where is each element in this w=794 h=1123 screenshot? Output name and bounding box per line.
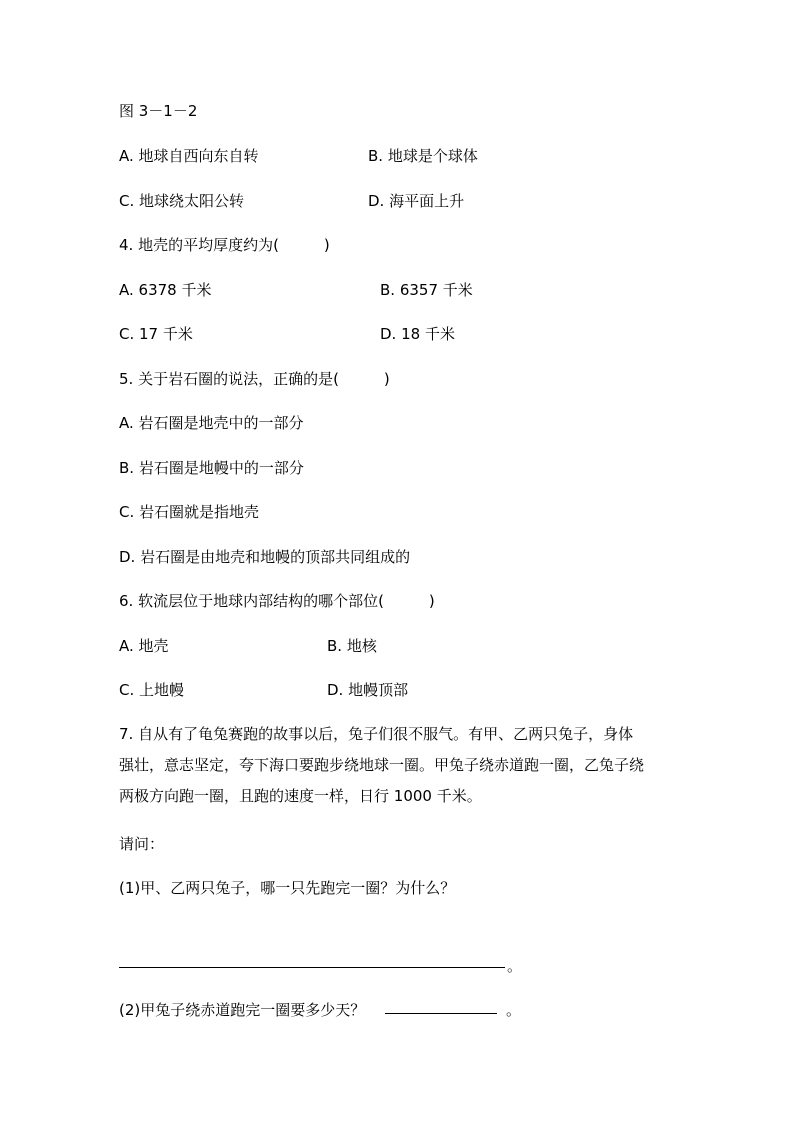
q6-option-c: C. 上地幔: [119, 681, 185, 699]
q6-option-b: B. 地核: [327, 637, 377, 655]
q5-option-a: A. 岩石圈是地壳中的一部分: [119, 414, 304, 432]
q7-line-2: 强壮，意志坚定，夸下海口要跑步绕地球一圈。甲兔子绕赤道跑一圈，乙兔子绕: [119, 756, 645, 774]
q4-option-d: D. 18 千米: [380, 325, 455, 343]
q7-answer-line-1[interactable]: [119, 967, 505, 968]
q6-option-d: D. 地幔顶部: [327, 681, 409, 699]
figure-caption: 图 3－1－2: [119, 102, 198, 120]
q7-ask: 请问：: [119, 835, 165, 853]
q7-line-3: 两极方向跑一圈，且跑的速度一样，日行 1000 千米。: [119, 787, 482, 805]
q3-option-a: A. 地球自西向东自转: [119, 147, 259, 165]
q4-stem: 4. 地壳的平均厚度约为( ): [119, 236, 330, 254]
q4-option-b: B. 6357 千米: [380, 281, 473, 299]
q5-option-c: C. 岩石圈就是指地壳: [119, 503, 260, 521]
q7-sub-question-2: (2)甲兔子绕赤道跑完一圈要多少天？: [119, 1001, 366, 1019]
q7-paragraph: [119, 719, 679, 812]
q3-option-d: D. 海平面上升: [368, 192, 465, 210]
q3-option-c: C. 地球绕太阳公转: [119, 192, 245, 210]
q6-option-a: A. 地壳: [119, 637, 169, 655]
q7-line-1: 7. 自从有了龟兔赛跑的故事以后，兔子们很不服气。有甲、乙两只兔子，身体: [119, 725, 634, 743]
q7-sub-question-1: (1)甲、乙两只兔子，哪一只先跑完一圈？为什么？: [119, 879, 456, 897]
q5-option-b: B. 岩石圈是地幔中的一部分: [119, 459, 304, 477]
q7-answer-line-2[interactable]: [385, 1013, 497, 1014]
q5-option-d: D. 岩石圈是由地壳和地幔的顶部共同组成的: [119, 548, 411, 566]
q5-stem: 5. 关于岩石圈的说法，正确的是( ): [119, 370, 390, 388]
q4-option-c: C. 17 千米: [119, 325, 193, 343]
q7-answer-2-period: 。: [506, 1001, 522, 1019]
q6-stem: 6. 软流层位于地球内部结构的哪个部位( ): [119, 592, 435, 610]
q3-option-b: B. 地球是个球体: [368, 147, 478, 165]
q7-answer-1-period: 。: [507, 957, 523, 975]
q4-option-a: A. 6378 千米: [119, 281, 212, 299]
